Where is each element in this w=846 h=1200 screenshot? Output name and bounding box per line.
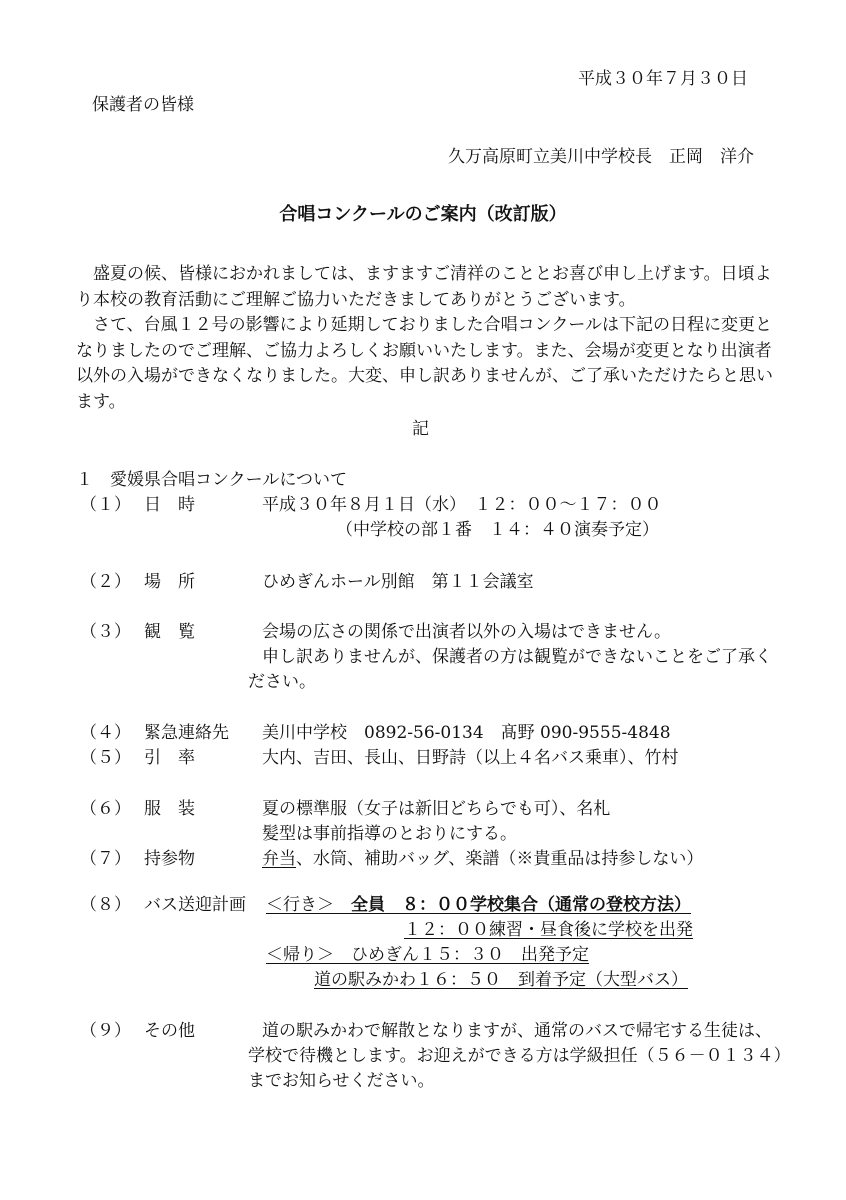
item-number: （６） [80, 799, 131, 819]
item-value: 美川中学校 0892-56-0134 髙野 090-9555-4848 [262, 723, 671, 743]
bus-plan-line-3: ＜帰り＞ ひめぎん１５：３０ 出発予定 [266, 945, 589, 965]
item-datetime-note: （中学校の部１番 １４：４０演奏予定） [336, 520, 659, 540]
item-number: （３） [80, 622, 131, 642]
item-chaperones [76, 743, 796, 769]
item-value: 道の駅みかわで解散となりますが、通常のバスで帰宅する生徒は、 [262, 1021, 772, 1041]
item-bus-plan [76, 890, 796, 916]
intro-paragraph-2: さて、台風１２号の影響により延期しておりました合唱コンクールは下記の日程に変更となりましたのでご理解、ご協力よろしくお願いいたします。また、会場が変更となり出演者以外の入場ができなくなりました。大変、申し訳ありませんが、ご了承いただけたらと思います。 [76, 315, 773, 413]
item-dress-cont: 髪型は事前指導のとおりにする。 [262, 824, 517, 844]
item-label: 観 覧 [144, 622, 195, 642]
item-number: （１） [80, 495, 131, 515]
item-venue [76, 567, 796, 593]
item-label: 持参物 [144, 849, 195, 869]
item-value [262, 844, 703, 869]
item-number: （９） [80, 1021, 131, 1041]
item-viewing-cont-2: ださい。 [248, 672, 316, 692]
item-number: （８） [80, 895, 131, 915]
ki-heading: 記 [412, 419, 429, 439]
bus-plan-line-2: １２：００練習・昼食後に学校を出発 [404, 920, 693, 940]
item-datetime [76, 490, 796, 516]
item-number: （７） [80, 849, 131, 869]
item-value-underlined: 弁当 [262, 849, 296, 869]
item-other-cont-2: までお知らせください。 [248, 1071, 435, 1091]
item-value: 夏の標準服（女子は新旧どちらでも可）、名札 [262, 799, 611, 819]
item-emergency-contact [76, 718, 796, 744]
section-heading: １ 愛媛県合唱コンクールについて [76, 470, 347, 490]
item-number: （４） [80, 723, 131, 743]
item-label: 服 装 [144, 799, 195, 819]
bus-plan-line-1 [266, 890, 691, 915]
item-other-cont-1: 学校で待機とします。お迎えができる方は学級担任（５６－０１３４） [248, 1046, 791, 1066]
sender: 久万高原町立美川中学校長 正岡 洋介 [448, 147, 754, 167]
item-value-rest: 、水筒、補助バッグ、楽譜（※貴重品は持参しない） [296, 849, 704, 869]
item-label: 場 所 [144, 572, 195, 592]
bus-plan-going-detail: 全員 ８：００学校集合（通常の登校方法） [334, 895, 691, 915]
item-dress [76, 794, 796, 820]
bus-plan-going-tag: ＜行き＞ [266, 895, 334, 915]
addressee: 保護者の皆様 [92, 95, 194, 115]
item-viewing-cont-1: 申し訳ありませんが、保護者の方は観覧ができないことをご了承く [262, 647, 772, 667]
item-label: 引 率 [144, 748, 195, 768]
item-value: 大内、吉田、長山、日野詩（以上４名バス乗車）、竹村 [262, 748, 679, 768]
document-title: 合唱コンクールのご案内（改訂版） [279, 204, 567, 225]
item-value: 平成３０年８月１日（水） １２：００～１７：００ [262, 495, 662, 515]
item-value: 会場の広さの関係で出演者以外の入場はできません。 [262, 622, 672, 642]
intro-paragraph-1: 盛夏の候、皆様におかれましては、ますますご清祥のこととお喜び申し上げます。日頃より本校の教育活動にご理解ご協力いただきましてありがとうございます。 [76, 264, 772, 310]
item-label: 日 時 [144, 495, 195, 515]
item-viewing [76, 617, 796, 643]
item-label: 緊急連絡先 [144, 723, 229, 743]
document-date: 平成３０年７月３０日 [578, 69, 748, 89]
item-label: バス送迎計画 [144, 895, 246, 915]
item-belongings [76, 844, 796, 870]
item-other [76, 1016, 796, 1042]
item-label: その他 [144, 1021, 195, 1041]
bus-plan-line-4: 道の駅みかわ１６：５０ 到着予定（大型バス） [314, 970, 688, 990]
item-value: ひめぎんホール別館 第１１会議室 [262, 572, 534, 592]
item-number: （２） [80, 572, 131, 592]
item-number: （５） [80, 748, 131, 768]
